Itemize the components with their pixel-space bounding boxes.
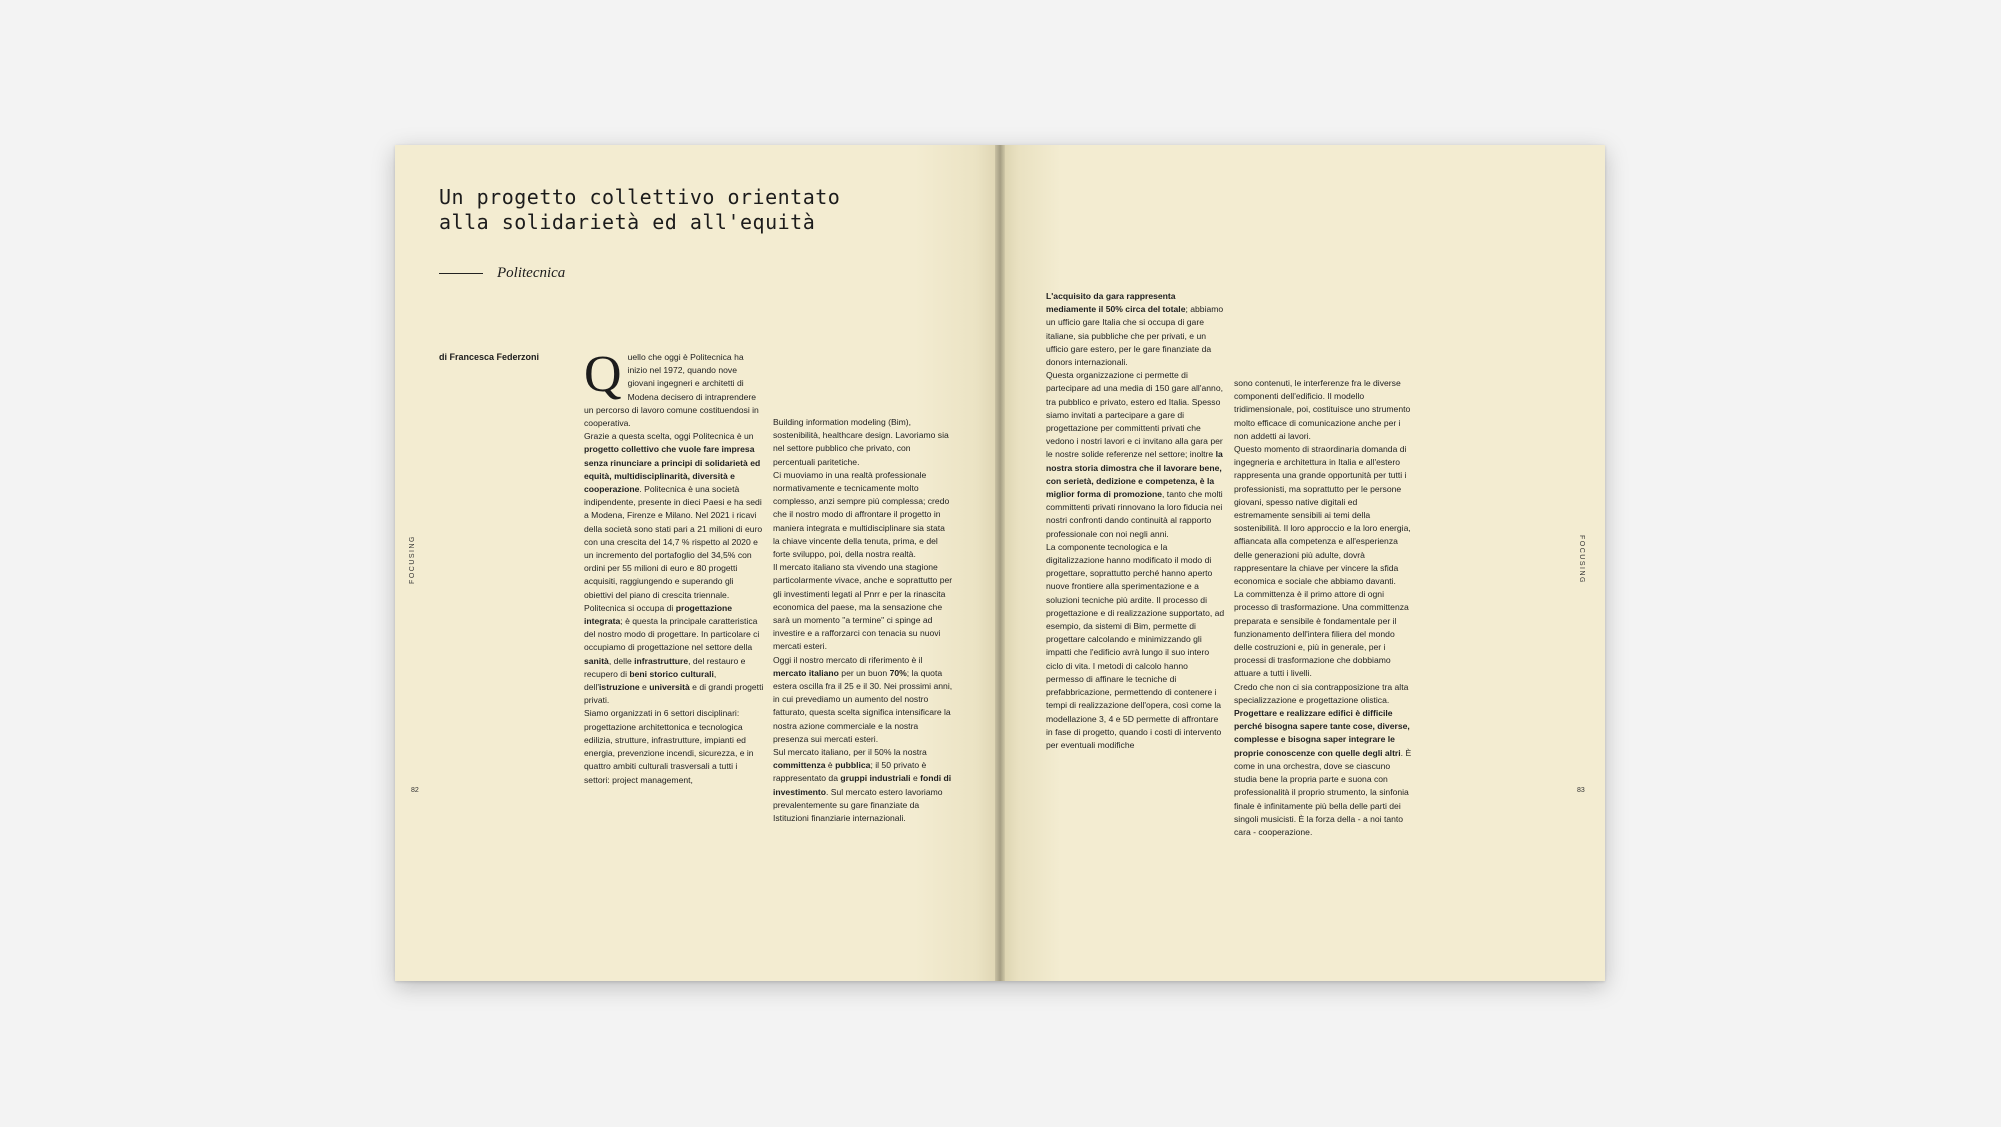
- text-run: La committenza è il primo attore di ogni processo di trasformazione. Una committenza preparata e sensibile è fondamentale per il funzionamento dell'intera filiera del mondo delle costruzioni e, più in generale, per i processi di trasformazione che dobbiamo attuare a tutti i livelli.: [1234, 589, 1409, 679]
- text-run: Politecnica si occupa di: [584, 602, 676, 613]
- text-run: ; abbiamo un ufficio gare Italia che si occupa di gare italiane, sia pubbliche che per privati, e un ufficio gare estero, per le gare finanziate da donors internazionali.: [1046, 304, 1224, 368]
- text-run: , del restauro e recupero di: [584, 655, 746, 679]
- bold-text-run: gruppi industriali: [840, 773, 911, 784]
- text-run: uello che oggi è Politecnica ha inizio nel 1972, quando nove giovani ingegneri e architetti di Modena decisero di intraprendere un percorso di lavoro comune costituendosi in cooperativa.: [584, 352, 759, 429]
- text-run: . Sul mercato estero lavoriamo prevalentemente su gare finanziate da Istituzioni finanziarie internazionali.: [773, 786, 943, 824]
- body-column-2: [773, 416, 953, 825]
- text-run: ; è questa la principale caratteristica del nostro modo di progettare. In particolare ci occupiamo di progettazione nel settore della: [584, 616, 760, 653]
- right-page: [1000, 145, 1605, 981]
- text-run: La componente tecnologica e la digitalizzazione hanno modificato il modo di progettare, soprattutto perché hanno aperto nuove frontiere alla sperimentazione e a soluzioni tecniche più ardite. Il processo di progettazione e di realizzazione supportato, ad esempio, da sistemi di Bim, permette di progettare calcolando e minimizzando gli impatti che l'edificio avrà lungo il suo intero ciclo di vita. I metodi di calcolo hanno permesso di affinare le tecniche di prefabbricazione, permettendo di contenere i tempi di realizzazione dell'opera, così come la modellazione 3, 4 e 5D permette di affrontare in fase di progetto, quando i costi di intervento per eventuali modifiche: [1046, 541, 1225, 750]
- text-run: , tanto che molti committenti privati rinnovano la loro fiducia nei nostri confronti dando continuità al rapporto professionale con noi negli anni.: [1046, 489, 1223, 539]
- page-number: 83: [1577, 787, 1585, 794]
- bold-text-run: fondi di investimento: [773, 773, 952, 797]
- text-run: Siamo organizzati in 6 settori disciplinari: progettazione architettonica e tecnologica edilizia, strutture, infrastrutture, impianti ed energia, prevenzione incendi, sicurezza, e in quattro ambiti culturali trasversali a tutti i settori: project management,: [584, 708, 754, 785]
- bold-text-run: beni storico culturali: [629, 668, 714, 679]
- section-label: FOCUSING: [409, 535, 416, 584]
- drop-cap: Q: [584, 346, 622, 403]
- text-run: Credo che non ci sia contrapposizione tra alta specializzazione e progettazione olistica.: [1234, 681, 1409, 705]
- column-text: [584, 346, 764, 787]
- column-text: [1046, 290, 1226, 752]
- body-column-4: [1234, 377, 1414, 839]
- text-run: Questa organizzazione ci permette di partecipare ad una media di 150 gare all'anno, tra pubblico e privato, estero ed Italia. Spesso siamo invitati a partecipare a gare di progettazione per committenti privati che vedono i nostri lavori e ci invitano alla gara per le nostre solide referenze nel settore; inoltre: [1046, 370, 1223, 460]
- text-run: Il mercato italiano sta vivendo una stagione particolarmente vivace, anche e soprattutto per gli investimenti legati al Pnrr e per la rinascita economica del paese, ma la sensazione che sarà un momento "a termine" ci spinge ad investire e a rafforzarci con tenacia su nuovi mercati esteri.: [773, 562, 953, 652]
- text-run: . È come in una orchestra, dove se ciascuno studia bene la propria parte e suona con professionalità il proprio strumento, la sinfonia finale è infinitamente più bella delle parti dei singoli musicisti. È la forza della - a noi tanto cara - cooperazione.: [1234, 747, 1412, 837]
- column-text: [1234, 377, 1414, 839]
- text-run: Grazie a questa scelta, oggi Politecnica è un: [584, 431, 754, 442]
- text-run: e: [639, 682, 650, 693]
- bold-text-run: istruzione: [599, 682, 640, 693]
- article-title: Un progetto collettivo orientato alla solidarietà ed all'equità: [439, 185, 841, 234]
- text-run: e: [910, 773, 921, 784]
- text-run: e di grandi progetti privati.: [584, 682, 764, 706]
- bold-text-run: pubblica: [835, 760, 871, 771]
- text-run: Questo momento di straordinaria domanda di ingegneria e architettura in Italia e all'estero rappresenta una grande opportunità per tutti i professionisti, ma soprattutto per le persone giovani, spesso native digitali ed estremamente sensibili ai temi della sostenibilità. Il loro approccio e la loro energia, affiancata alla competenza e all'esperienza delle generazioni più adulte, dovrà rappresentare la chiave per vincere la sfida economica e sociale che abbiamo davanti.: [1234, 444, 1411, 587]
- text-run: . Politecnica è una società indipendente, presente in dieci Paesi e ha sedi a Modena, Firenze e Milano. Nel 2021 i ricavi della società sono stati pari a 21 milioni di euro con una crescita del 14,7 % rispetto al 2020 e un incremento del portafoglio del 34,5% con ordini per 55 milioni di euro e 80 progetti acquisiti, raggiungendo e superando gli obiettivi del piano di crescita triennale.: [584, 484, 763, 600]
- bold-text-run: sanità: [584, 655, 609, 666]
- bold-text-run: Progettare e realizzare edifici è difficile perché bisogna sapere tante cose, diverse, complesse e bisogna saper integrare le proprie conoscenze con quelle degli altri: [1234, 708, 1410, 758]
- body-column-1: [584, 346, 764, 787]
- text-run: , dell': [584, 668, 717, 693]
- text-run: Building information modeling (Bim), sostenibilità, healthcare design. Lavoriamo sia nel settore pubblico che privato, con percentuali paritetiche.: [773, 417, 949, 467]
- magazine-spread: [395, 145, 1605, 981]
- text-run: Oggi il nostro mercato di riferimento è il: [773, 654, 923, 665]
- byline: di Francesca Federzoni: [439, 352, 540, 362]
- bold-text-run: infrastrutture: [634, 655, 689, 666]
- bold-text-run: L'acquisito da gara rappresenta mediamente il 50% circa del totale: [1046, 291, 1186, 315]
- column-text: [773, 416, 953, 825]
- page-number: 82: [411, 787, 419, 794]
- text-run: , delle: [608, 655, 635, 666]
- bold-text-run: università: [649, 682, 690, 693]
- text-run: ; la quota estera oscilla fra il 25 e il 30. Nei prossimi anni, in cui prevediamo un aumento del nostro fatturato, questa scelta significa intensificare la nostra azione commerciale e la nostra presenza sui mercati esteri.: [773, 667, 953, 744]
- organization-name: Politecnica: [497, 265, 566, 281]
- book-gutter: [995, 145, 1005, 981]
- bold-text-run: mercato italiano: [773, 667, 839, 678]
- title-rule: [439, 273, 483, 274]
- bold-text-run: 70%: [889, 667, 907, 678]
- text-run: Ci muoviamo in una realtà professionale normativamente e tecnicamente molto complesso, anzi sempre più complessa; credo che il nostro modo di affrontare il progetto in maniera integrata e multidisciplinare sia stata la chiave vincente della tenuta, prima, e del forte sviluppo, poi, della nostra realtà.: [773, 469, 950, 560]
- bold-text-run: progettazione integrata: [584, 602, 733, 627]
- text-run: è: [825, 760, 836, 771]
- text-run: per un buon: [838, 667, 890, 678]
- text-run: ; il 50 privato è rappresentato da: [773, 760, 927, 784]
- left-page: [395, 145, 1000, 981]
- text-run: Sul mercato italiano, per il 50% la nostra: [773, 747, 927, 758]
- bold-text-run: progetto collettivo che vuole fare impresa senza rinunciare a principi di solidarietà ed equità, multidisciplinarità, diversità e cooperazione: [584, 444, 761, 495]
- text-run: sono contenuti, le interferenze fra le diverse componenti dell'edificio. Il modello tridimensionale, poi, costituisce uno strumento molto efficace di comunicazione anche per i non addetti ai lavori.: [1234, 378, 1411, 441]
- bold-text-run: la nostra storia dimostra che il lavorare bene, con serietà, dedizione e competenza, è la miglior forma di promozione: [1046, 449, 1223, 500]
- body-column-3: [1046, 290, 1226, 752]
- organization-line: [439, 265, 565, 282]
- bold-text-run: committenza: [773, 760, 826, 771]
- section-label: FOCUSING: [1578, 535, 1585, 584]
